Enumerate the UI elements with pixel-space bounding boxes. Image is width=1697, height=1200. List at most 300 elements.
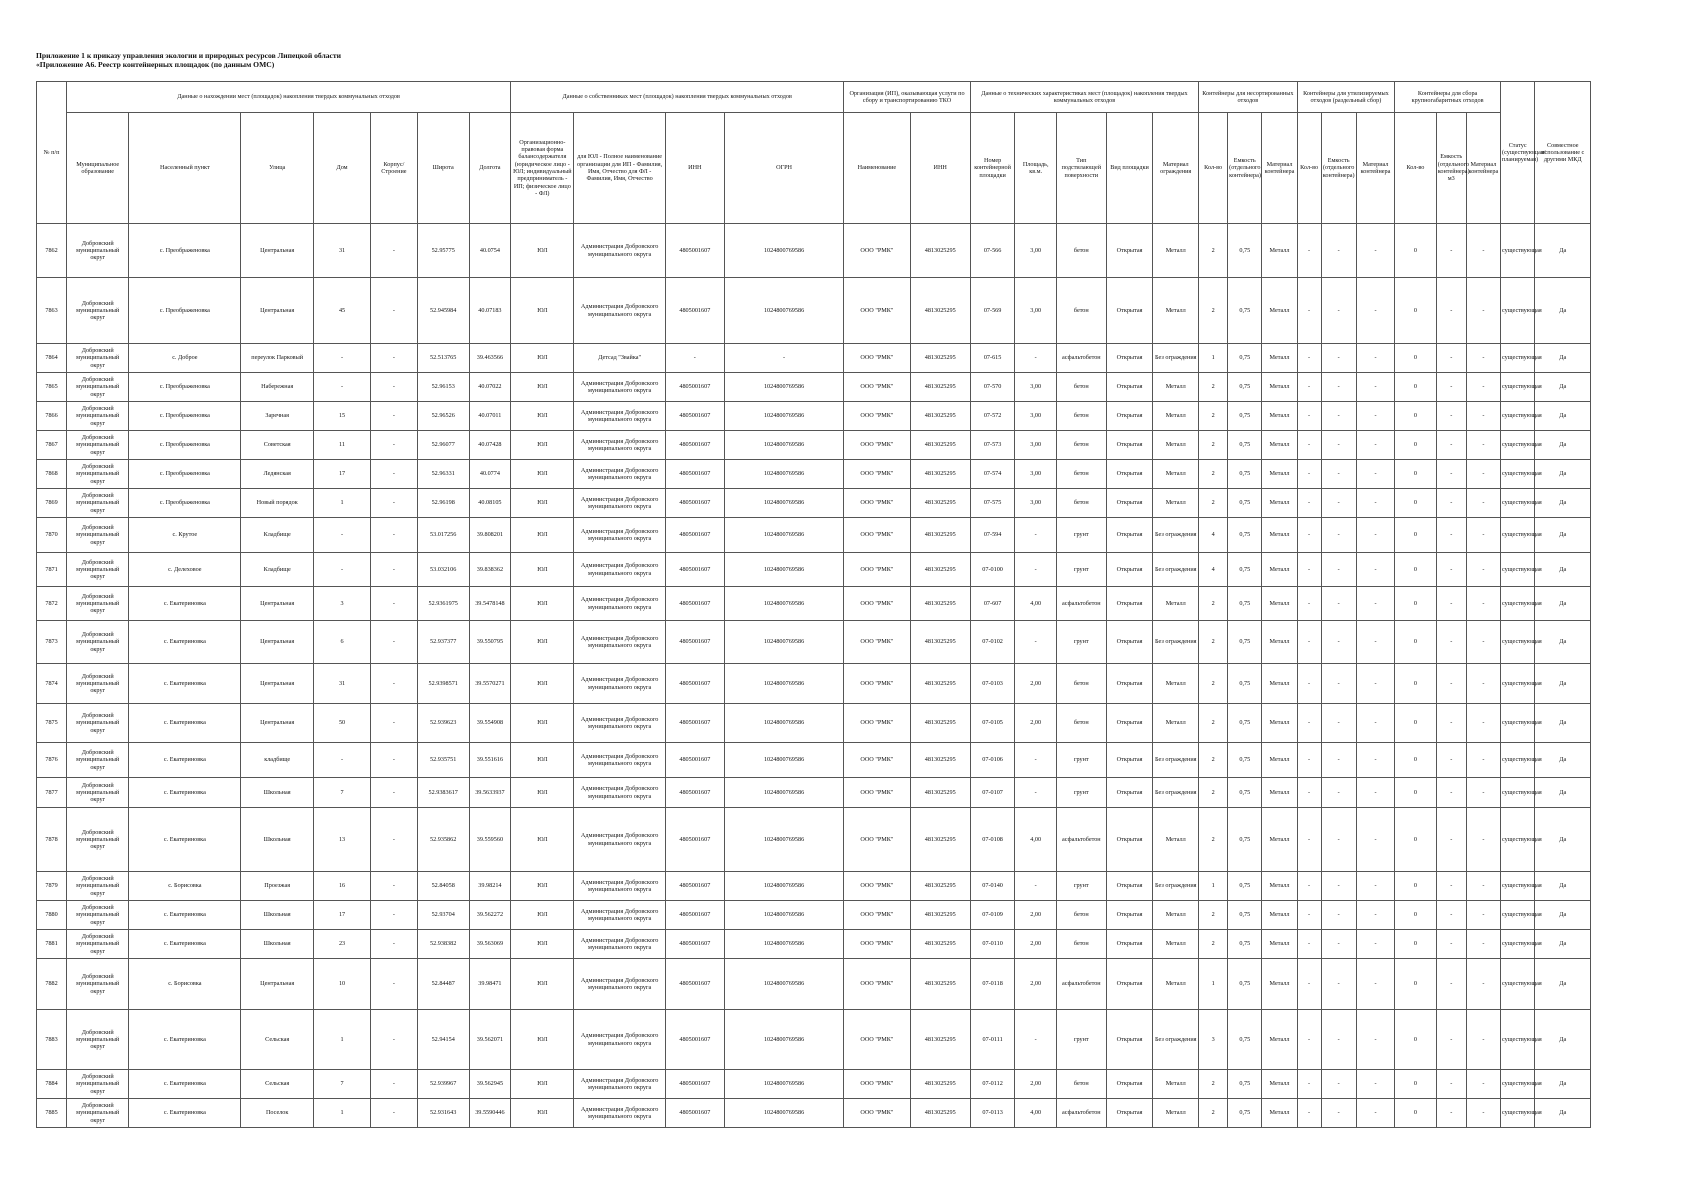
cell-street: Школьная bbox=[241, 930, 314, 959]
cell-latitude: 52.9383617 bbox=[417, 778, 469, 808]
cell-num: 7869 bbox=[37, 489, 67, 518]
cell-area: 4,00 bbox=[1015, 808, 1057, 872]
cell-site-number: 07-569 bbox=[970, 278, 1015, 344]
cell-status: существующая bbox=[1501, 460, 1535, 489]
cell-inn: 4805001607 bbox=[665, 621, 724, 664]
cell-settlement: с. Екатериновка bbox=[129, 930, 241, 959]
group-header-operator: Организация (ИП), оказывающая услуги по сбору и транспортированию ТКО bbox=[844, 82, 971, 113]
cell-legal-form: ЮЛ bbox=[511, 743, 574, 778]
cell-house: 1 bbox=[314, 1099, 371, 1128]
cell-owner-name: Администрация Добровского муниципального округа bbox=[574, 704, 665, 743]
cell-surface: бетон bbox=[1056, 278, 1106, 344]
cell-status: существующая bbox=[1501, 901, 1535, 930]
cell-ogrn: 1024800769586 bbox=[724, 901, 843, 930]
cell-operator-inn: 4813025295 bbox=[910, 587, 970, 621]
cell-ogrn: 1024800769586 bbox=[724, 959, 843, 1010]
cell-bulky-count: 0 bbox=[1395, 224, 1437, 278]
cell-fence: Металл bbox=[1153, 431, 1199, 460]
cell-surface: грунт bbox=[1056, 553, 1106, 587]
cell-recyclable-volume: - bbox=[1321, 344, 1356, 373]
cell-recyclable-count: - bbox=[1297, 587, 1321, 621]
cell-unsorted-count: 2 bbox=[1199, 373, 1228, 402]
col-header-shared: Совместное использование с другими МКД bbox=[1535, 82, 1591, 224]
table-row bbox=[37, 224, 1634, 278]
col-header-legal-form: Организационно-правовая форма балансодержателя (юридическое лицо - ЮЛ; индивидуальный предприниматель - ИП; физическое лицо - ФЛ) bbox=[511, 113, 574, 224]
cell-recyclable-material: - bbox=[1356, 587, 1394, 621]
cell-longitude: 40.0774 bbox=[469, 460, 511, 489]
cell-unsorted-material: Металл bbox=[1262, 872, 1297, 901]
cell-recyclable-volume: - bbox=[1321, 587, 1356, 621]
cell-recyclable-count: - bbox=[1297, 1010, 1321, 1070]
cell-shared: Да bbox=[1535, 373, 1591, 402]
cell-bulky-count: 0 bbox=[1395, 1099, 1437, 1128]
cell-settlement: с. Преображеновка bbox=[129, 489, 241, 518]
cell-fence: Без ограждения bbox=[1153, 344, 1199, 373]
cell-surface: асфальтобетон bbox=[1056, 587, 1106, 621]
cell-ogrn: 1024800769586 bbox=[724, 743, 843, 778]
cell-legal-form: ЮЛ bbox=[511, 1070, 574, 1099]
cell-operator-inn: 4813025295 bbox=[910, 664, 970, 704]
cell-recyclable-volume: - bbox=[1321, 621, 1356, 664]
cell-site-number: 07-0140 bbox=[970, 872, 1015, 901]
cell-settlement: с. Екатериновка bbox=[129, 664, 241, 704]
cell-municipality: Добровский муниципальный округ bbox=[67, 224, 129, 278]
cell-bulky-material: - bbox=[1466, 872, 1500, 901]
cell-latitude: 52.939623 bbox=[417, 704, 469, 743]
cell-recyclable-volume: - bbox=[1321, 1099, 1356, 1128]
cell-bulky-material: - bbox=[1466, 808, 1500, 872]
cell-building: - bbox=[371, 1070, 418, 1099]
cell-ogrn: 1024800769586 bbox=[724, 1099, 843, 1128]
cell-latitude: 52.945984 bbox=[417, 278, 469, 344]
cell-unsorted-volume: 0,75 bbox=[1228, 344, 1262, 373]
col-header-bulky-material: Материал контейнера bbox=[1466, 113, 1500, 224]
cell-municipality: Добровский муниципальный округ bbox=[67, 402, 129, 431]
cell-status: существующая bbox=[1501, 489, 1535, 518]
cell-latitude: 52.9398571 bbox=[417, 664, 469, 704]
cell-owner-name: Администрация Добровского муниципального округа bbox=[574, 489, 665, 518]
cell-site-number: 07-0113 bbox=[970, 1099, 1015, 1128]
cell-latitude: 52.939967 bbox=[417, 1070, 469, 1099]
cell-operator-inn: 4813025295 bbox=[910, 553, 970, 587]
cell-owner-name: Детсад "Звайка" bbox=[574, 344, 665, 373]
cell-owner-name: Администрация Добровского муниципального округа bbox=[574, 373, 665, 402]
cell-unsorted-count: 2 bbox=[1199, 901, 1228, 930]
cell-municipality: Добровский муниципальный округ bbox=[67, 344, 129, 373]
col-header-municipality: Муниципальное образование bbox=[67, 113, 129, 224]
cell-recyclable-count: - bbox=[1297, 959, 1321, 1010]
cell-area: - bbox=[1015, 743, 1057, 778]
cell-building: - bbox=[371, 344, 418, 373]
cell-num: 7876 bbox=[37, 743, 67, 778]
cell-recyclable-count: - bbox=[1297, 402, 1321, 431]
cell-shared: Да bbox=[1535, 518, 1591, 553]
cell-fence: Металл bbox=[1153, 587, 1199, 621]
cell-recyclable-count: - bbox=[1297, 704, 1321, 743]
cell-status: существующая bbox=[1501, 621, 1535, 664]
cell-operator-inn: 4813025295 bbox=[910, 1070, 970, 1099]
cell-recyclable-count: - bbox=[1297, 373, 1321, 402]
cell-status: существующая bbox=[1501, 808, 1535, 872]
cell-house: 11 bbox=[314, 431, 371, 460]
cell-unsorted-material: Металл bbox=[1262, 278, 1297, 344]
cell-operator-name: ООО "РМК" bbox=[844, 872, 910, 901]
cell-operator-name: ООО "РМК" bbox=[844, 808, 910, 872]
cell-ogrn: 1024800769586 bbox=[724, 621, 843, 664]
cell-recyclable-volume: - bbox=[1321, 959, 1356, 1010]
cell-surface: асфальтобетон bbox=[1056, 1099, 1106, 1128]
cell-ogrn: 1024800769586 bbox=[724, 1010, 843, 1070]
cell-bulky-count: 0 bbox=[1395, 402, 1437, 431]
cell-inn: 4805001607 bbox=[665, 1010, 724, 1070]
cell-unsorted-material: Металл bbox=[1262, 402, 1297, 431]
cell-status: существующая bbox=[1501, 431, 1535, 460]
cell-fence: Металл bbox=[1153, 930, 1199, 959]
cell-bulky-volume: - bbox=[1436, 224, 1466, 278]
cell-house: 50 bbox=[314, 704, 371, 743]
cell-operator-name: ООО "РМК" bbox=[844, 489, 910, 518]
table-row bbox=[37, 808, 1634, 872]
table-row bbox=[37, 959, 1634, 1010]
cell-latitude: 52.93704 bbox=[417, 901, 469, 930]
cell-municipality: Добровский муниципальный округ bbox=[67, 373, 129, 402]
cell-unsorted-count: 2 bbox=[1199, 278, 1228, 344]
cell-operator-name: ООО "РМК" bbox=[844, 778, 910, 808]
cell-fence: Металл bbox=[1153, 402, 1199, 431]
cell-house: 31 bbox=[314, 664, 371, 704]
cell-operator-name: ООО "РМК" bbox=[844, 959, 910, 1010]
cell-ogrn: 1024800769586 bbox=[724, 278, 843, 344]
cell-status: существующая bbox=[1501, 1010, 1535, 1070]
cell-shared: Да bbox=[1535, 1070, 1591, 1099]
cell-longitude: 39.559560 bbox=[469, 808, 511, 872]
cell-site-type: Открытая bbox=[1106, 901, 1153, 930]
cell-unsorted-count: 2 bbox=[1199, 808, 1228, 872]
cell-house: 17 bbox=[314, 901, 371, 930]
table-row bbox=[37, 1099, 1634, 1128]
cell-unsorted-material: Металл bbox=[1262, 553, 1297, 587]
cell-area: 3,00 bbox=[1015, 489, 1057, 518]
cell-site-type: Открытая bbox=[1106, 621, 1153, 664]
cell-status: существующая bbox=[1501, 518, 1535, 553]
cell-inn: 4805001607 bbox=[665, 278, 724, 344]
cell-unsorted-volume: 0,75 bbox=[1228, 278, 1262, 344]
cell-recyclable-material: - bbox=[1356, 224, 1394, 278]
cell-shared: Да bbox=[1535, 901, 1591, 930]
group-header-unsorted-containers: Контейнеры для несортированных отходов bbox=[1199, 82, 1298, 113]
cell-municipality: Добровский муниципальный округ bbox=[67, 872, 129, 901]
cell-status: существующая bbox=[1501, 402, 1535, 431]
cell-legal-form: ЮЛ bbox=[511, 621, 574, 664]
table-row bbox=[37, 518, 1634, 553]
cell-site-type: Открытая bbox=[1106, 664, 1153, 704]
cell-site-type: Открытая bbox=[1106, 373, 1153, 402]
cell-bulky-volume: - bbox=[1436, 959, 1466, 1010]
cell-shared: Да bbox=[1535, 621, 1591, 664]
cell-owner-name: Администрация Добровского муниципального округа bbox=[574, 1099, 665, 1128]
cell-longitude: 40.0754 bbox=[469, 224, 511, 278]
cell-status: существующая bbox=[1501, 1099, 1535, 1128]
cell-num: 7862 bbox=[37, 224, 67, 278]
col-header-recyclable-volume: Емкость (отдельного контейнера) bbox=[1321, 113, 1356, 224]
cell-bulky-count: 0 bbox=[1395, 872, 1437, 901]
cell-bulky-count: 0 bbox=[1395, 743, 1437, 778]
cell-longitude: 39.5478148 bbox=[469, 587, 511, 621]
table-row bbox=[37, 872, 1634, 901]
cell-unsorted-volume: 0,75 bbox=[1228, 959, 1262, 1010]
cell-owner-name: Администрация Добровского муниципального округа bbox=[574, 518, 665, 553]
cell-bulky-count: 0 bbox=[1395, 778, 1437, 808]
cell-owner-name: Администрация Добровского муниципального округа bbox=[574, 460, 665, 489]
cell-inn: 4805001607 bbox=[665, 553, 724, 587]
cell-surface: грунт bbox=[1056, 1010, 1106, 1070]
cell-inn: 4805001607 bbox=[665, 518, 724, 553]
table-row bbox=[37, 1070, 1634, 1099]
cell-latitude: 52.513765 bbox=[417, 344, 469, 373]
cell-surface: грунт bbox=[1056, 872, 1106, 901]
cell-status: существующая bbox=[1501, 553, 1535, 587]
cell-site-number: 07-0100 bbox=[970, 553, 1015, 587]
cell-shared: Да bbox=[1535, 743, 1591, 778]
cell-recyclable-count: - bbox=[1297, 664, 1321, 704]
cell-inn: 4805001607 bbox=[665, 1099, 724, 1128]
cell-ogrn: 1024800769586 bbox=[724, 778, 843, 808]
cell-operator-inn: 4813025295 bbox=[910, 1099, 970, 1128]
cell-bulky-volume: - bbox=[1436, 778, 1466, 808]
cell-surface: асфальтобетон bbox=[1056, 344, 1106, 373]
cell-num: 7870 bbox=[37, 518, 67, 553]
cell-bulky-count: 0 bbox=[1395, 1070, 1437, 1099]
cell-settlement: с. Доброе bbox=[129, 344, 241, 373]
cell-street: Новый порядок bbox=[241, 489, 314, 518]
cell-municipality: Добровский муниципальный округ bbox=[67, 587, 129, 621]
cell-status: существующая bbox=[1501, 930, 1535, 959]
cell-building: - bbox=[371, 489, 418, 518]
cell-unsorted-material: Металл bbox=[1262, 344, 1297, 373]
col-header-unsorted-count: Кол-во bbox=[1199, 113, 1228, 224]
cell-building: - bbox=[371, 872, 418, 901]
cell-num: 7866 bbox=[37, 402, 67, 431]
cell-owner-name: Администрация Добровского муниципального округа bbox=[574, 778, 665, 808]
cell-recyclable-count: - bbox=[1297, 808, 1321, 872]
cell-street: Школьная bbox=[241, 808, 314, 872]
cell-shared: Да bbox=[1535, 808, 1591, 872]
cell-settlement: с. Преображеновка bbox=[129, 431, 241, 460]
cell-bulky-count: 0 bbox=[1395, 621, 1437, 664]
cell-area: - bbox=[1015, 518, 1057, 553]
cell-unsorted-material: Металл bbox=[1262, 431, 1297, 460]
cell-building: - bbox=[371, 664, 418, 704]
cell-unsorted-volume: 0,75 bbox=[1228, 743, 1262, 778]
cell-legal-form: ЮЛ bbox=[511, 460, 574, 489]
cell-site-type: Открытая bbox=[1106, 930, 1153, 959]
col-header-street: Улица bbox=[241, 113, 314, 224]
cell-owner-name: Администрация Добровского муниципального округа bbox=[574, 587, 665, 621]
col-header-bulky-count: Кол-во bbox=[1395, 113, 1437, 224]
cell-recyclable-count: - bbox=[1297, 460, 1321, 489]
cell-house: 3 bbox=[314, 587, 371, 621]
cell-unsorted-material: Металл bbox=[1262, 664, 1297, 704]
cell-ogrn: 1024800769586 bbox=[724, 553, 843, 587]
cell-status: существующая bbox=[1501, 344, 1535, 373]
cell-operator-name: ООО "РМК" bbox=[844, 431, 910, 460]
cell-recyclable-material: - bbox=[1356, 402, 1394, 431]
cell-surface: бетон bbox=[1056, 431, 1106, 460]
cell-operator-inn: 4813025295 bbox=[910, 704, 970, 743]
table-row bbox=[37, 344, 1634, 373]
cell-building: - bbox=[371, 808, 418, 872]
cell-unsorted-material: Металл bbox=[1262, 959, 1297, 1010]
cell-site-number: 07-615 bbox=[970, 344, 1015, 373]
cell-owner-name: Администрация Добровского муниципального округа bbox=[574, 224, 665, 278]
cell-unsorted-material: Металл bbox=[1262, 621, 1297, 664]
cell-street: Советская bbox=[241, 431, 314, 460]
cell-num: 7874 bbox=[37, 664, 67, 704]
table-row bbox=[37, 553, 1634, 587]
cell-fence: Металл bbox=[1153, 808, 1199, 872]
cell-site-type: Открытая bbox=[1106, 778, 1153, 808]
cell-latitude: 52.94154 bbox=[417, 1010, 469, 1070]
col-header-recyclable-count: Кол-во bbox=[1297, 113, 1321, 224]
cell-bulky-volume: - bbox=[1436, 431, 1466, 460]
cell-bulky-volume: - bbox=[1436, 489, 1466, 518]
cell-bulky-material: - bbox=[1466, 778, 1500, 808]
cell-site-type: Открытая bbox=[1106, 959, 1153, 1010]
cell-legal-form: ЮЛ bbox=[511, 778, 574, 808]
cell-operator-inn: 4813025295 bbox=[910, 518, 970, 553]
cell-bulky-volume: - bbox=[1436, 872, 1466, 901]
cell-shared: Да bbox=[1535, 489, 1591, 518]
cell-latitude: 52.84487 bbox=[417, 959, 469, 1010]
cell-longitude: 39.562945 bbox=[469, 1070, 511, 1099]
cell-latitude: 52.96198 bbox=[417, 489, 469, 518]
cell-site-type: Открытая bbox=[1106, 460, 1153, 489]
cell-site-number: 07-0108 bbox=[970, 808, 1015, 872]
cell-recyclable-material: - bbox=[1356, 778, 1394, 808]
cell-recyclable-volume: - bbox=[1321, 743, 1356, 778]
cell-num: 7864 bbox=[37, 344, 67, 373]
cell-bulky-count: 0 bbox=[1395, 553, 1437, 587]
cell-bulky-count: 0 bbox=[1395, 518, 1437, 553]
cell-surface: асфальтобетон bbox=[1056, 959, 1106, 1010]
cell-operator-name: ООО "РМК" bbox=[844, 553, 910, 587]
cell-recyclable-count: - bbox=[1297, 518, 1321, 553]
cell-recyclable-count: - bbox=[1297, 431, 1321, 460]
cell-bulky-volume: - bbox=[1436, 553, 1466, 587]
cell-recyclable-volume: - bbox=[1321, 518, 1356, 553]
cell-ogrn: 1024800769586 bbox=[724, 373, 843, 402]
cell-fence: Металл bbox=[1153, 489, 1199, 518]
cell-latitude: 52.96331 bbox=[417, 460, 469, 489]
cell-settlement: с. Преображеновка bbox=[129, 278, 241, 344]
cell-num: 7883 bbox=[37, 1010, 67, 1070]
cell-street: Набережная bbox=[241, 373, 314, 402]
cell-fence: Металл bbox=[1153, 278, 1199, 344]
cell-settlement: с. Борисовка bbox=[129, 959, 241, 1010]
cell-status: существующая bbox=[1501, 664, 1535, 704]
cell-inn: 4805001607 bbox=[665, 587, 724, 621]
cell-area: 2,00 bbox=[1015, 664, 1057, 704]
cell-street: Заречная bbox=[241, 402, 314, 431]
cell-bulky-volume: - bbox=[1436, 1010, 1466, 1070]
cell-shared: Да bbox=[1535, 224, 1591, 278]
cell-legal-form: ЮЛ bbox=[511, 901, 574, 930]
cell-recyclable-count: - bbox=[1297, 743, 1321, 778]
cell-recyclable-volume: - bbox=[1321, 431, 1356, 460]
cell-building: - bbox=[371, 959, 418, 1010]
cell-unsorted-count: 2 bbox=[1199, 489, 1228, 518]
cell-ogrn: 1024800769586 bbox=[724, 930, 843, 959]
cell-recyclable-material: - bbox=[1356, 278, 1394, 344]
cell-building: - bbox=[371, 778, 418, 808]
cell-shared: Да bbox=[1535, 930, 1591, 959]
cell-num: 7880 bbox=[37, 901, 67, 930]
table-row bbox=[37, 664, 1634, 704]
cell-site-number: 07-0118 bbox=[970, 959, 1015, 1010]
cell-ogrn: 1024800769586 bbox=[724, 224, 843, 278]
cell-longitude: 39.550795 bbox=[469, 621, 511, 664]
cell-bulky-material: - bbox=[1466, 344, 1500, 373]
cell-recyclable-count: - bbox=[1297, 872, 1321, 901]
cell-municipality: Добровский муниципальный округ bbox=[67, 778, 129, 808]
cell-surface: бетон bbox=[1056, 901, 1106, 930]
cell-site-type: Открытая bbox=[1106, 743, 1153, 778]
cell-unsorted-material: Металл bbox=[1262, 930, 1297, 959]
cell-shared: Да bbox=[1535, 587, 1591, 621]
cell-street: Центральная bbox=[241, 621, 314, 664]
cell-shared: Да bbox=[1535, 704, 1591, 743]
cell-unsorted-count: 2 bbox=[1199, 460, 1228, 489]
cell-building: - bbox=[371, 278, 418, 344]
cell-unsorted-volume: 0,75 bbox=[1228, 778, 1262, 808]
cell-site-type: Открытая bbox=[1106, 344, 1153, 373]
cell-street: Поселок bbox=[241, 1099, 314, 1128]
cell-recyclable-material: - bbox=[1356, 373, 1394, 402]
cell-unsorted-material: Металл bbox=[1262, 1070, 1297, 1099]
table-row bbox=[37, 901, 1634, 930]
cell-area: 2,00 bbox=[1015, 930, 1057, 959]
cell-ogrn: 1024800769586 bbox=[724, 460, 843, 489]
cell-unsorted-volume: 0,75 bbox=[1228, 402, 1262, 431]
cell-legal-form: ЮЛ bbox=[511, 553, 574, 587]
cell-unsorted-count: 4 bbox=[1199, 518, 1228, 553]
cell-street: Кладбище bbox=[241, 518, 314, 553]
cell-legal-form: ЮЛ bbox=[511, 872, 574, 901]
cell-longitude: 39.554908 bbox=[469, 704, 511, 743]
cell-surface: асфальтобетон bbox=[1056, 808, 1106, 872]
cell-fence: Металл bbox=[1153, 224, 1199, 278]
cell-latitude: 52.9361975 bbox=[417, 587, 469, 621]
cell-recyclable-count: - bbox=[1297, 621, 1321, 664]
cell-municipality: Добровский муниципальный округ bbox=[67, 621, 129, 664]
cell-ogrn: 1024800769586 bbox=[724, 704, 843, 743]
cell-shared: Да bbox=[1535, 664, 1591, 704]
cell-longitude: 40.07022 bbox=[469, 373, 511, 402]
cell-bulky-material: - bbox=[1466, 518, 1500, 553]
cell-unsorted-volume: 0,75 bbox=[1228, 460, 1262, 489]
cell-site-number: 07-574 bbox=[970, 460, 1015, 489]
cell-status: существующая bbox=[1501, 778, 1535, 808]
cell-ogrn: - bbox=[724, 344, 843, 373]
cell-bulky-material: - bbox=[1466, 930, 1500, 959]
cell-unsorted-count: 2 bbox=[1199, 587, 1228, 621]
cell-house: 31 bbox=[314, 224, 371, 278]
cell-num: 7877 bbox=[37, 778, 67, 808]
cell-street: Центральная bbox=[241, 704, 314, 743]
cell-municipality: Добровский муниципальный округ bbox=[67, 664, 129, 704]
cell-legal-form: ЮЛ bbox=[511, 344, 574, 373]
cell-recyclable-count: - bbox=[1297, 778, 1321, 808]
